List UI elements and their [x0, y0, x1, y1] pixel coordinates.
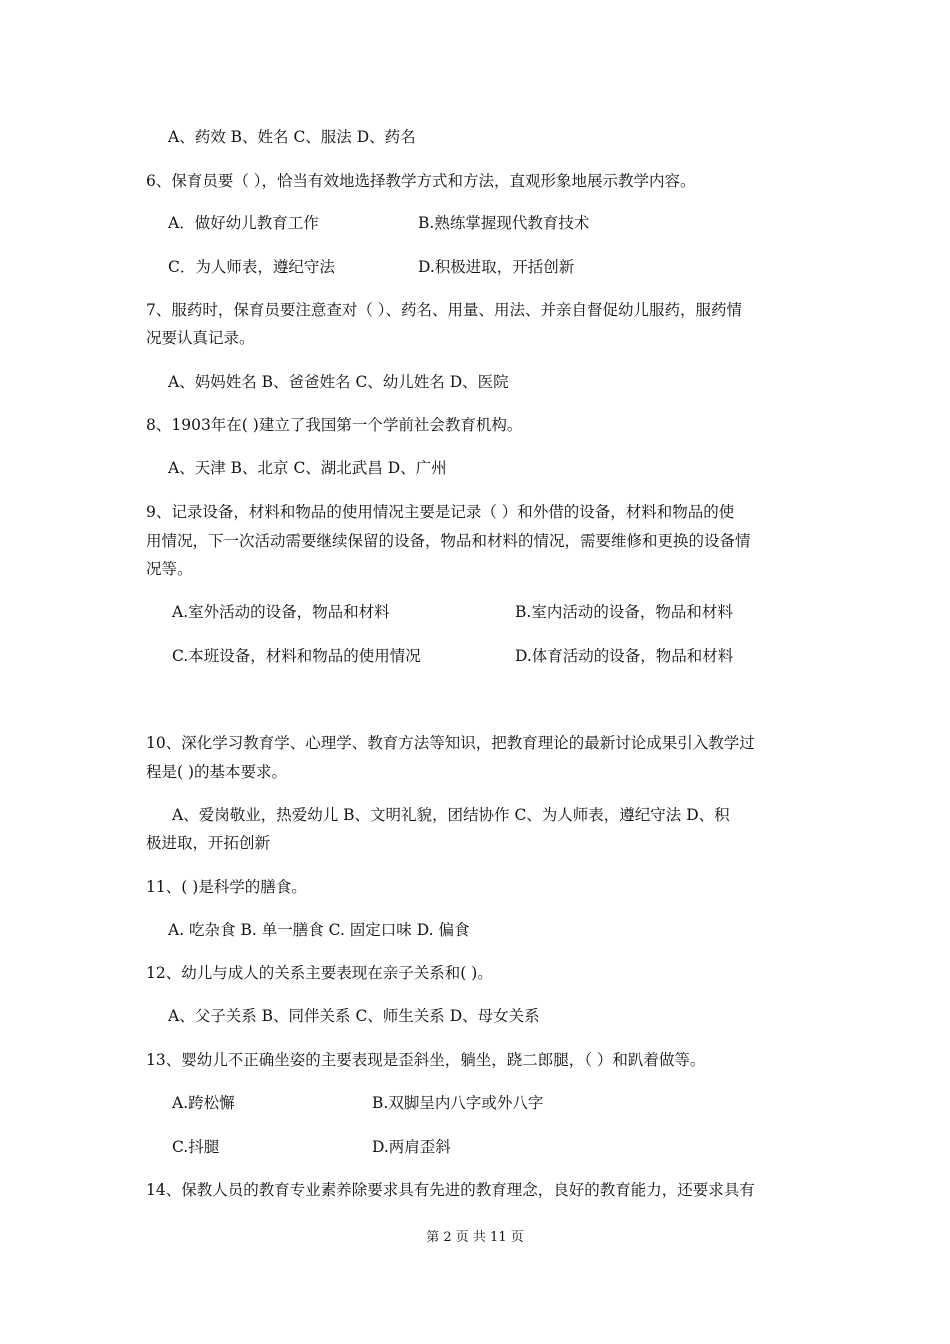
q8-options: A、天津 B、北京 C、湖北武昌 D、广州 [168, 459, 447, 477]
question-9-line-2: 用情况，下一次活动需要继续保留的设备，物品和材料的情况，需要维修和更换的设备情 [146, 532, 751, 550]
question-10-line-2: 程是( )的基本要求。 [146, 763, 288, 781]
question-11: 11、( )是科学的膳食。 [146, 878, 307, 896]
question-12: 12、幼儿与成人的关系主要表现在亲子关系和( )。 [146, 964, 493, 982]
question-14-line-1: 14、保教人员的教育专业素养除要求具有先进的教育理念，良好的教育能力，还要求具有 [146, 1181, 755, 1199]
question-9-line-1: 9、记录设备，材料和物品的使用情况主要是记录（ ）和外借的设备，材料和物品的使 [146, 503, 735, 521]
question-8: 8、1903年在( )建立了我国第一个学前社会教育机构。 [146, 416, 523, 434]
question-10-line-1: 10、深化学习教育学、心理学、教育方法等知识，把教育理论的最新讨论成果引入教学过 [146, 734, 755, 752]
q9-option-b: B.室内活动的设备，物品和材料 [515, 603, 733, 621]
question-13: 13、婴幼儿不正确坐姿的主要表现是歪斜坐，躺坐，跷二郎腿，（ ）和趴着做等。 [146, 1051, 706, 1069]
question-7-line-1: 7、服药时，保育员要注意查对（ ）、药名、用量、用法、并亲自督促幼儿服药，服药情 [146, 301, 743, 319]
q13-option-b: B.双脚呈内八字或外八字 [372, 1094, 544, 1112]
q10-options-line-2: 极进取，开拓创新 [146, 834, 271, 852]
q7-options: A、妈妈姓名 B、爸爸姓名 C、幼儿姓名 D、医院 [168, 373, 509, 391]
q6-option-c: C．为人师表，遵纪守法 [168, 258, 335, 276]
q11-options: A. 吃杂食 B. 单一膳食 C. 固定口味 D. 偏食 [168, 921, 470, 939]
q6-option-a: A．做好幼儿教育工作 [168, 214, 319, 232]
q13-option-d: D.两肩歪斜 [372, 1138, 451, 1156]
q10-options-line-1: A、爱岗敬业，热爱幼儿 B、文明礼貌，团结协作 C、为人师表，遵纪守法 D、积 [172, 806, 730, 824]
q6-option-b: B.熟练掌握现代教育技术 [418, 214, 590, 232]
question-9-line-3: 况等。 [146, 560, 193, 578]
q9-option-c: C.本班设备，材料和物品的使用情况 [172, 647, 421, 665]
q9-option-a: A.室外活动的设备，物品和材料 [172, 603, 390, 621]
q6-option-d: D.积极进取，开括创新 [418, 258, 575, 276]
page-number-footer: 第 2 页 共 11 页 [426, 1230, 524, 1245]
question-6: 6、保育员要（ ），恰当有效地选择教学方式和方法，直观形象地展示教学内容。 [146, 172, 696, 190]
q13-option-c: C.抖腿 [172, 1138, 220, 1156]
question-7-line-2: 况要认真记录。 [146, 329, 255, 347]
q5-options: A、药效 B、姓名 C、服法 D、药名 [168, 128, 416, 146]
q12-options: A、父子关系 B、同伴关系 C、师生关系 D、母女关系 [168, 1007, 540, 1025]
q13-option-a: A.跨松懈 [172, 1094, 235, 1112]
q9-option-d: D.体育活动的设备，物品和材料 [515, 647, 734, 665]
